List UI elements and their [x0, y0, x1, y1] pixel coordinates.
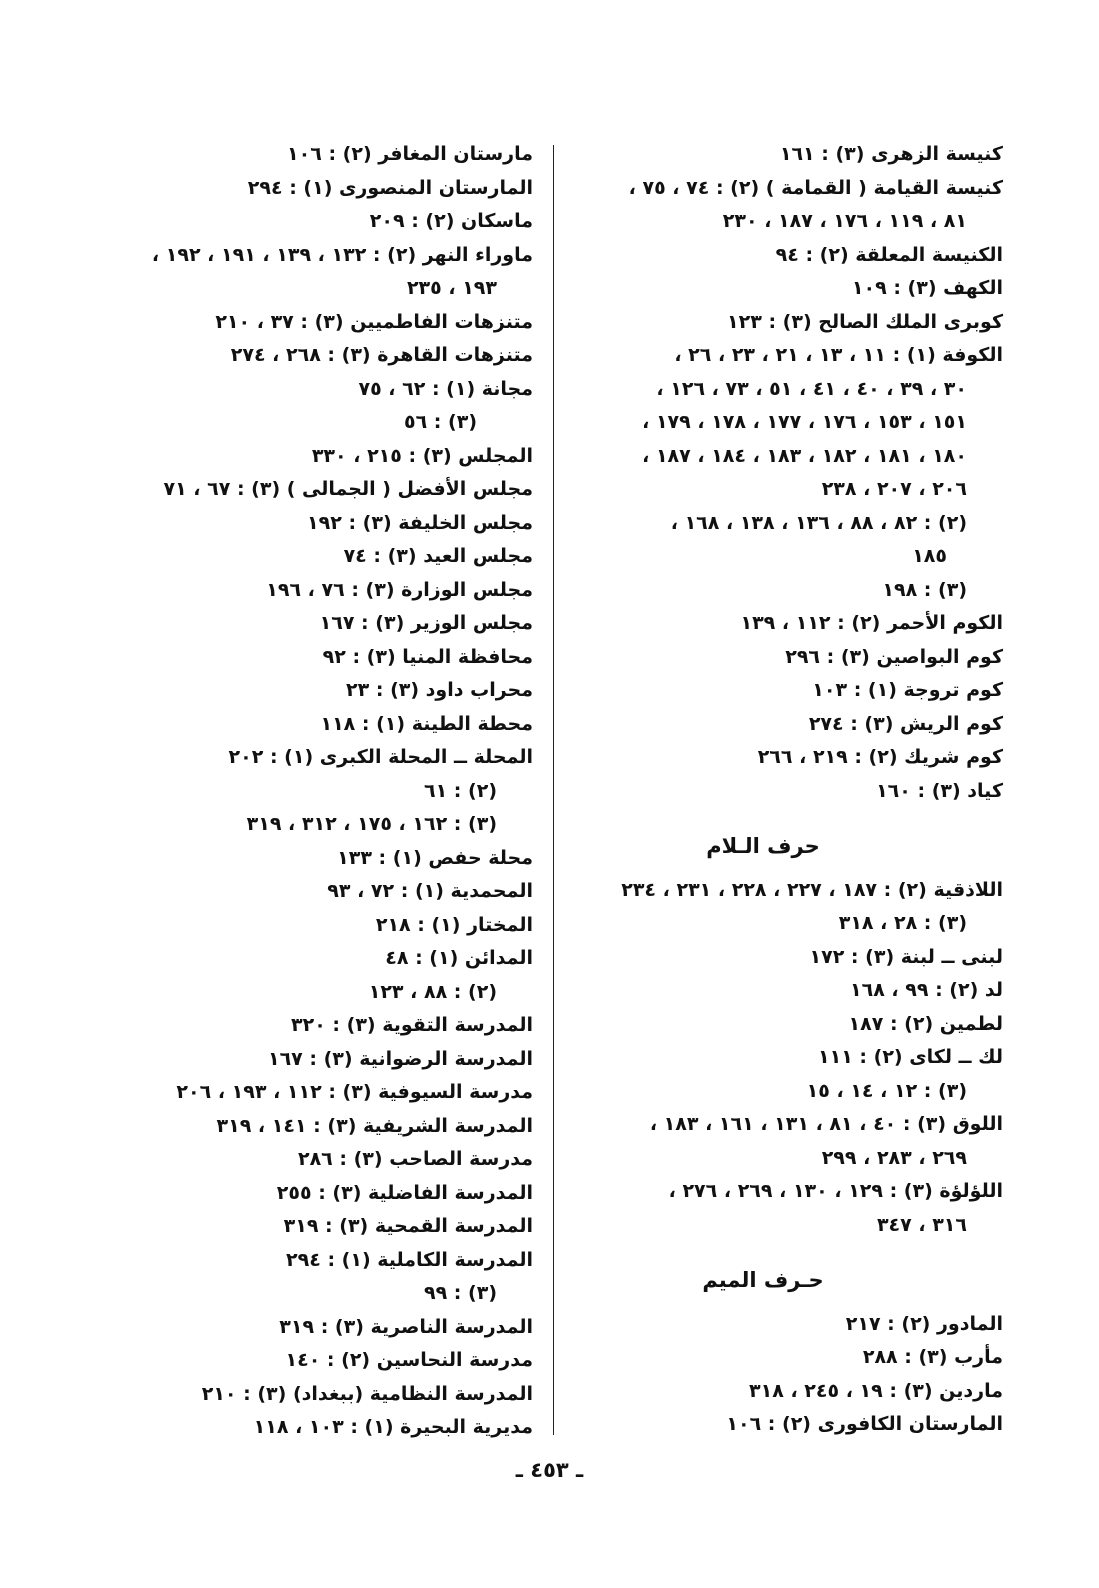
index-entry: المدرسة الفاضلية (٣) : ٢٥٥	[276, 1181, 533, 1204]
index-entry: المارستان المنصورى (١) : ٢٩٤	[247, 176, 533, 199]
right-part1	[573, 138, 1003, 808]
left-column	[93, 138, 533, 1445]
index-entry: اللوق (٣) : ٤٠ ، ٨١ ، ١٣١ ، ١٦١ ، ١٨٣ ،	[649, 1113, 1003, 1135]
index-entry-continuation: (٣) : ٥٦	[403, 411, 477, 433]
index-entry: لك ــ لكاى (٢) : ١١١	[818, 1046, 1003, 1068]
index-entry: ماردين (٣) : ١٩ ، ٢٤٥ ، ٣١٨	[749, 1379, 1003, 1402]
index-entry: كوم شريك (٢) : ٢١٩ ، ٢٦٦	[757, 746, 1003, 768]
index-entry: كوم تروجة (١) : ١٠٣	[812, 679, 1003, 701]
index-entry: اللاذقية (٢) : ١٨٧ ، ٢٢٧ ، ٢٢٨ ، ٢٣١ ، ٢٣٤	[621, 878, 1003, 901]
page-number: ـ ٤٥٣ ـ	[515, 1458, 584, 1482]
index-entry: المدرسة القمحية (٣) : ٣١٩	[283, 1215, 533, 1237]
index-entry: مجلس العيد (٣) : ٧٤	[343, 545, 533, 567]
index-entry: كوم البواصين (٣) : ٢٩٦	[785, 645, 1003, 668]
index-entry: الكوم الأحمر (٢) : ١١٢ ، ١٣٩	[740, 612, 1003, 634]
index-entry: مجلس الخليفة (٣) : ١٩٢	[307, 511, 533, 534]
index-entry: المدرسة الشريفية (٣) : ١٤١ ، ٣١٩	[216, 1114, 533, 1137]
index-entry: محافظة المنيا (٣) : ٩٢	[322, 645, 533, 668]
index-entry: مجلس الوزارة (٣) : ٧٦ ، ١٩٦	[266, 578, 533, 601]
index-entry-continuation: ١٨٥	[912, 545, 947, 567]
index-entry-continuation: (٣) : ٢٨ ، ٣١٨	[838, 912, 967, 934]
right-part2	[573, 874, 1003, 1243]
index-entry-continuation: ٣١٦ ، ٣٤٧	[876, 1213, 967, 1236]
index-entry: المدرسة الناصرية (٣) : ٣١٩	[279, 1315, 533, 1338]
index-entry: المدرسة النظامية (ببغداد) (٣) : ٢١٠	[201, 1382, 533, 1405]
index-entry-continuation: ٨١ ، ١١٩ ، ١٧٦ ، ١٨٧ ، ٢٣٠	[722, 210, 967, 232]
index-entry: ماسكان (٢) : ٢٠٩	[369, 210, 533, 232]
index-entry: كياد (٣) : ١٦٠	[876, 779, 1003, 802]
index-entry: مأرب (٣) : ٢٨٨	[862, 1346, 1003, 1368]
index-entry-continuation: ٣٠ ، ٣٩ ، ٤٠ ، ٤١ ، ٥١ ، ٧٣ ، ١٢٦ ،	[656, 377, 967, 400]
index-entry-continuation: ١٥١ ، ١٥٣ ، ١٧٦ ، ١٧٧ ، ١٧٨ ، ١٧٩ ،	[642, 411, 967, 433]
index-entry: مدرسة السيوفية (٣) : ١١٢ ، ١٩٣ ، ٢٠٦	[176, 1081, 533, 1103]
index-entry: كوم الريش (٣) : ٢٧٤	[808, 712, 1003, 735]
index-entry: محطة الطينة (١) : ١١٨	[320, 712, 533, 735]
index-entry: المجلس (٣) : ٢١٥ ، ٣٣٠	[311, 444, 533, 467]
index-entry: المحلة ــ المحلة الكبرى (١) : ٢٠٢	[228, 746, 533, 768]
right-column	[573, 138, 1003, 1442]
index-entry: مجلس الوزير (٣) : ١٦٧	[319, 612, 533, 634]
index-entry: المحمدية (١) : ٧٢ ، ٩٣	[327, 880, 533, 902]
index-entry-continuation: (٢) : ٦١	[423, 779, 497, 802]
index-entry-continuation: (٢) : ٨٨ ، ١٢٣	[368, 980, 497, 1003]
index-entry-continuation: (٣) : ٩٩	[423, 1282, 497, 1304]
index-entry: الكوفة (١) : ١١ ، ١٣ ، ٢١ ، ٢٣ ، ٢٦ ،	[674, 344, 1003, 366]
index-entry: كنيسة القيامة ( القمامة ) (٢) : ٧٤ ، ٧٥ ،	[628, 176, 1003, 199]
index-entry: مارستان المغافر (٢) : ١٠٦	[287, 143, 533, 165]
index-entry: لطمين (٢) : ١٨٧	[848, 1012, 1003, 1035]
index-entry: المدرسة التقوية (٣) : ٣٢٠	[291, 1014, 533, 1036]
index-entry-continuation: ١٩٣ ، ٢٣٥	[406, 277, 497, 299]
section-heading-mim: حـرف الميم	[702, 1268, 824, 1292]
index-entry: المدرسة الرضوانية (٣) : ١٦٧	[267, 1047, 533, 1070]
index-entry: كوبرى الملك الصالح (٣) : ١٢٣	[727, 310, 1003, 333]
index-entry: المادور (٢) : ٢١٧	[845, 1312, 1003, 1335]
index-entry: متنزهات الفاطميين (٣) : ٣٧ ، ٢١٠	[215, 310, 533, 333]
index-entry: المدرسة الكاملية (١) : ٢٩٤	[286, 1248, 533, 1271]
index-entry-continuation: (٢) : ٨٢ ، ٨٨ ، ١٣٦ ، ١٣٨ ، ١٦٨ ،	[670, 511, 967, 534]
section-heading-lam: حرف الـلام	[706, 834, 820, 858]
index-entry: الكنيسة المعلقة (٢) : ٩٤	[775, 243, 1003, 266]
index-entry: مجانة (١) : ٦٢ ، ٧٥	[358, 377, 533, 400]
index-entry: الكهف (٣) : ١٠٩	[851, 277, 1003, 299]
right-part3	[573, 1308, 1003, 1442]
index-entry: مديرية البحيرة (١) : ١٠٣ ، ١١٨	[253, 1416, 533, 1438]
index-entry: ماوراء النهر (٢) : ١٣٢ ، ١٣٩ ، ١٩١ ، ١٩٢ ،	[151, 243, 533, 266]
column-divider	[553, 145, 554, 1435]
index-entry: المختار (١) : ٢١٨	[375, 913, 533, 936]
index-entry: اللؤلؤة (٣) : ١٢٩ ، ١٣٠ ، ٢٦٩ ، ٢٧٦ ،	[668, 1180, 1003, 1202]
index-entry: لبنى ــ لبنة (٣) : ١٧٢	[809, 945, 1003, 968]
index-entry: مجلس الأفضل ( الجمالى ) (٣) : ٦٧ ، ٧١	[163, 478, 533, 500]
index-entry: كنيسة الزهرى (٣) : ١٦١	[779, 143, 1003, 165]
index-entry-continuation: (٣) : ١٢ ، ١٤ ، ١٥	[806, 1079, 967, 1102]
index-entry: محلة حفص (١) : ١٣٣	[337, 846, 533, 869]
index-entry: مدرسة الصاحب (٣) : ٢٨٦	[297, 1148, 533, 1170]
index-entry: متنزهات القاهرة (٣) : ٢٦٨ ، ٢٧٤	[230, 344, 533, 366]
index-entry-continuation: ١٨٠ ، ١٨١ ، ١٨٢ ، ١٨٣ ، ١٨٤ ، ١٨٧ ،	[642, 444, 967, 467]
index-entry-continuation: (٣) : ١٦٢ ، ١٧٥ ، ٣١٢ ، ٣١٩	[246, 813, 497, 835]
index-entry-continuation: (٣) : ١٩٨	[882, 578, 967, 601]
index-entry: المدائن (١) : ٤٨	[385, 947, 533, 969]
index-entry: لد (٢) : ٩٩ ، ١٦٨	[850, 979, 1003, 1001]
index-entry: محراب داود (٣) : ٢٣	[346, 679, 533, 701]
index-entry-continuation: ٢٠٦ ، ٢٠٧ ، ٢٣٨	[821, 478, 967, 500]
index-entry-continuation: ٢٦٩ ، ٢٨٣ ، ٢٩٩	[821, 1146, 967, 1169]
index-entry: مدرسة النحاسين (٢) : ١٤٠	[285, 1349, 533, 1371]
index-entry: المارستان الكافورى (٢) : ١٠٦	[726, 1413, 1003, 1435]
